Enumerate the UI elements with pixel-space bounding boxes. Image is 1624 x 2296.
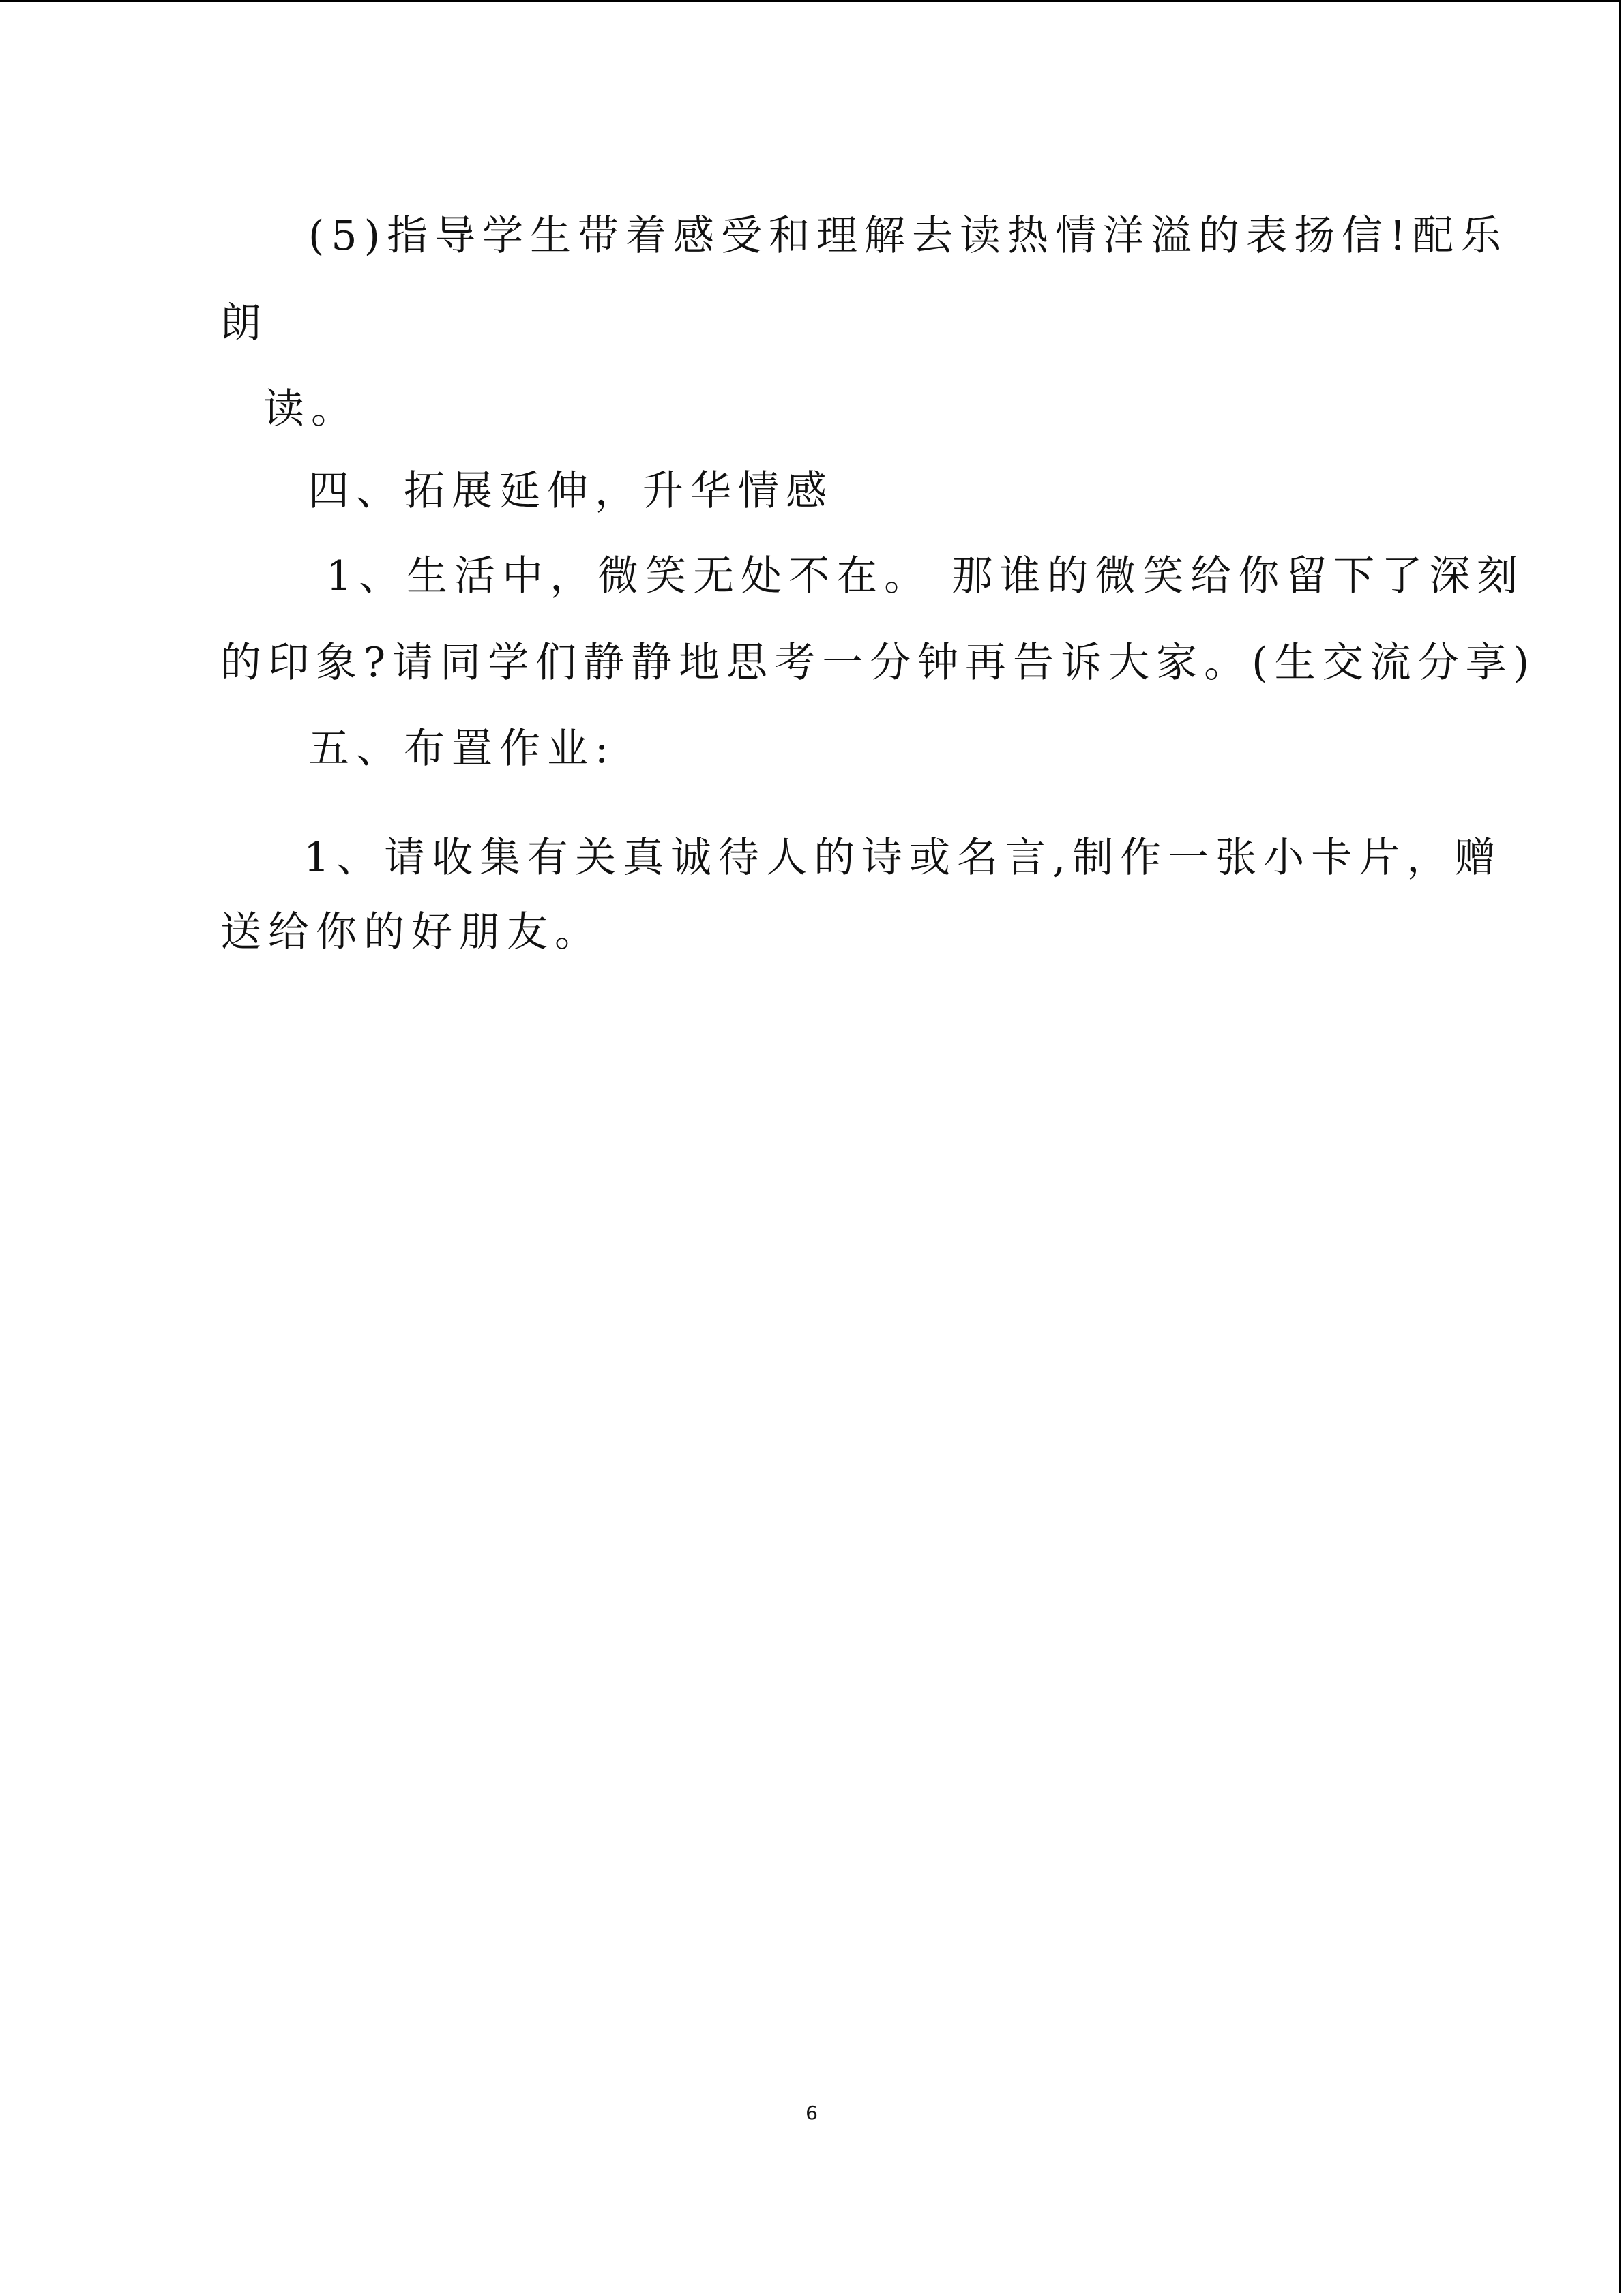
section-heading-4: 四、拓展延伸，升华情感 [308,467,833,515]
page-number: 6 [806,2102,818,2124]
paragraph-line-3: 读。 [263,385,359,433]
paragraph-line-8: 1、请收集有关真诚待人的诗或名言,制作一张小卡片，赠 [304,834,1503,882]
paragraph-line-2: 朗 [220,299,268,347]
paragraph-line-6: 的印象?请同学们静静地思考一分钟再告诉大家。(生交流分享) [220,639,1536,687]
paragraph-line-1: (5)指导学生带着感受和理解去读热情洋溢的表扬信!配乐 [308,212,1509,260]
paragraph-line-9: 送给你的好朋友。 [220,908,602,956]
section-heading-5: 五、布置作业: [308,725,616,773]
paragraph-line-5: 1、生活中，微笑无处不在。 那谁的微笑给你留下了深刻 [326,552,1525,600]
